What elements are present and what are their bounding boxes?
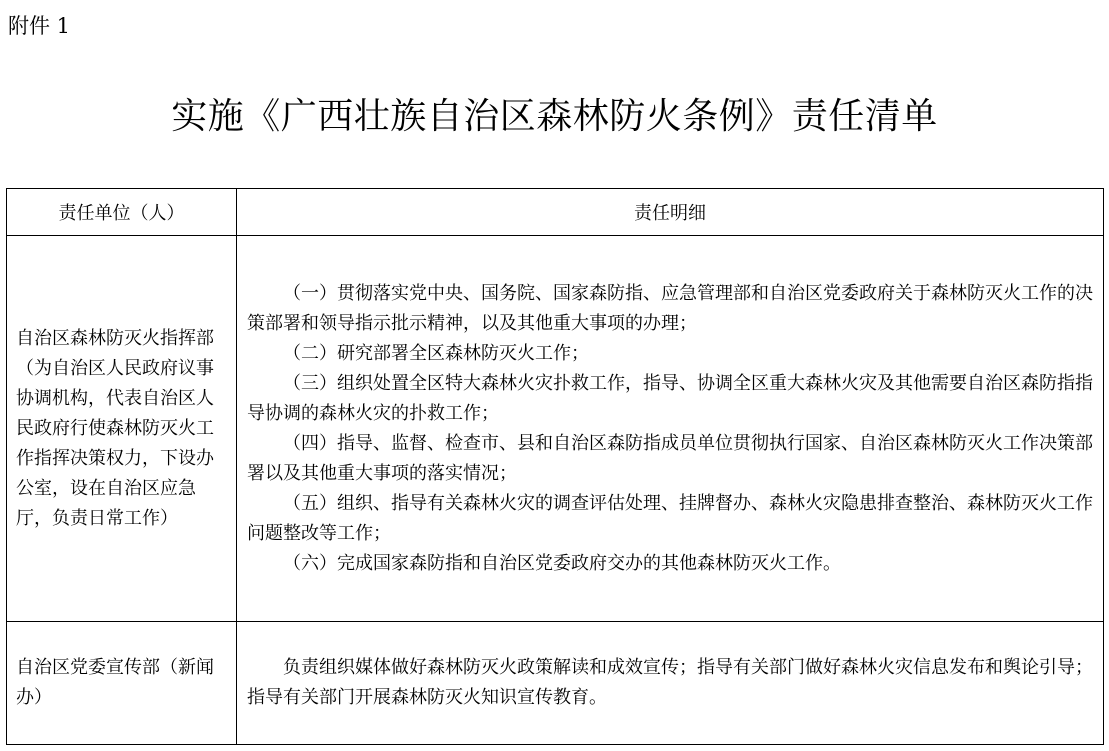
table-header-row <box>7 189 1104 236</box>
responsibility-table <box>6 188 1104 745</box>
detail-item: （五）组织、指导有关森林火灾的调查评估处理、挂牌督办、森林火灾隐患排查整治、森林防灭火工作问题整改等工作； <box>247 492 1093 544</box>
header-detail: 责任明细 <box>237 189 1104 236</box>
table-row <box>7 236 1104 622</box>
detail-item: （二）研究部署全区森林防灭火工作； <box>283 342 589 364</box>
header-unit: 责任单位（人） <box>7 189 237 236</box>
detail-cell <box>237 622 1104 745</box>
detail-item: （六）完成国家森防指和自治区党委政府交办的其他森林防灭火工作。 <box>283 552 841 574</box>
detail-cell <box>237 236 1104 622</box>
table-row <box>7 622 1104 745</box>
unit-cell: 自治区党委宣传部（新闻办） <box>7 622 237 745</box>
document-title: 实施《广西壮族自治区森林防火条例》责任清单 <box>171 96 938 137</box>
detail-item: （四）指导、监督、检查市、县和自治区森防指成员单位贯彻执行国家、自治区森林防灭火工作决策部署以及其他重大事项的落实情况； <box>247 432 1093 484</box>
detail-item: 负责组织媒体做好森林防灭火政策解读和成效宣传；指导有关部门做好森林火灾信息发布和舆论引导；指导有关部门开展森林防灭火知识宣传教育。 <box>247 657 1093 708</box>
detail-item: （一）贯彻落实党中央、国务院、国家森防指、应急管理部和自治区党委政府关于森林防灭火工作的决策部署和领导指示批示精神，以及其他重大事项的办理； <box>247 282 1093 334</box>
attachment-label: 附件 1 <box>8 14 71 38</box>
unit-cell: 自治区森林防灭火指挥部（为自治区人民政府议事协调机构，代表自治区人民政府行使森林防灭火工作指挥决策权力，下设办公室，设在自治区应急厅，负责日常工作） <box>7 236 237 622</box>
detail-item: （三）组织处置全区特大森林火灾扑救工作，指导、协调全区重大森林火灾及其他需要自治区森防指指导协调的森林火灾的扑救工作； <box>247 372 1093 424</box>
